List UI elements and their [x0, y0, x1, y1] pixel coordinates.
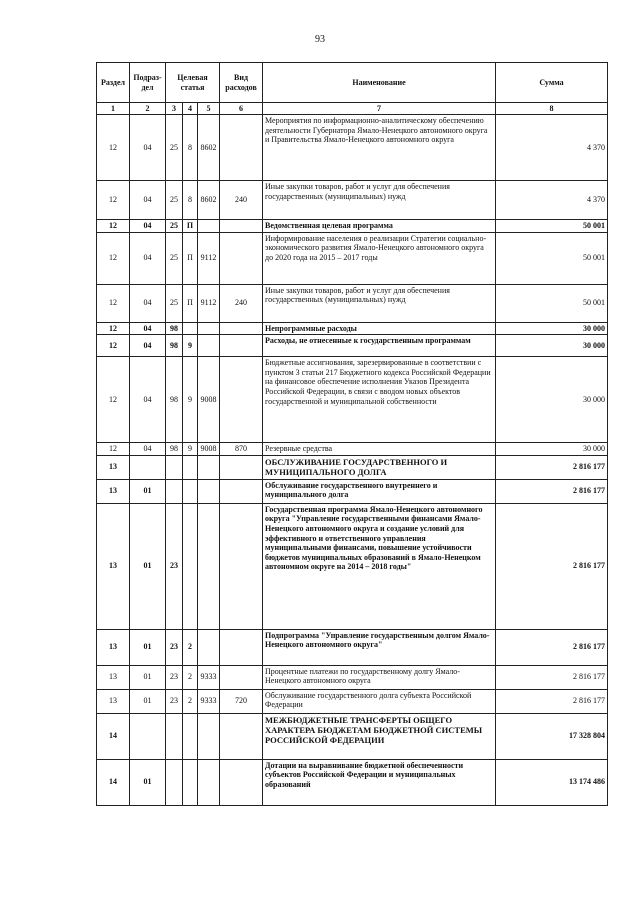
cell-razdel: 12 — [97, 284, 130, 322]
cell-celevaya-3 — [198, 759, 220, 805]
budget-table — [96, 62, 608, 806]
cell-celevaya-1 — [166, 713, 183, 759]
cell-vid — [220, 220, 263, 233]
cell-razdel: 13 — [97, 665, 130, 689]
cell-vid — [220, 455, 263, 479]
cell-razdel: 12 — [97, 232, 130, 284]
cell-celevaya-2 — [183, 713, 198, 759]
cell-celevaya-3: 9008 — [198, 357, 220, 443]
cell-podrazdel: 04 — [130, 115, 166, 181]
cell-celevaya-1: 25 — [166, 181, 183, 220]
cell-naimenovanie: Дотации на выравнивание бюджетной обеспеченности субъектов Российской Федерации и муниципальных образований — [263, 759, 496, 805]
cell-razdel: 12 — [97, 181, 130, 220]
cell-razdel: 12 — [97, 322, 130, 335]
table-row — [97, 629, 608, 665]
table-row — [97, 232, 608, 284]
cell-podrazdel: 04 — [130, 443, 166, 456]
cell-celevaya-2 — [183, 479, 198, 503]
cell-summa: 17 328 804 — [496, 713, 608, 759]
cell-summa: 2 816 177 — [496, 629, 608, 665]
cell-naimenovanie: Государственная программа Ямало-Ненецкого автономного округа "Управление государственными финансами Ямало-Ненецкого автономного округа и создание условий для эффективного и ответственного управления муниципальными финансами, повышение устойчивости бюджетов муниципальных образований в Ямало-Ненецком автономном округе на 2014 – 2018 годы" — [263, 503, 496, 629]
cell-podrazdel: 01 — [130, 689, 166, 713]
column-number: 6 — [220, 103, 263, 115]
cell-celevaya-3: 8602 — [198, 181, 220, 220]
cell-vid — [220, 629, 263, 665]
column-number: 2 — [130, 103, 166, 115]
cell-summa: 50 001 — [496, 232, 608, 284]
cell-summa: 50 001 — [496, 220, 608, 233]
table-row — [97, 689, 608, 713]
cell-summa: 2 816 177 — [496, 455, 608, 479]
cell-celevaya-3: 9333 — [198, 665, 220, 689]
cell-celevaya-1: 25 — [166, 284, 183, 322]
cell-summa: 4 370 — [496, 181, 608, 220]
cell-razdel: 13 — [97, 479, 130, 503]
cell-vid — [220, 503, 263, 629]
cell-celevaya-2: П — [183, 232, 198, 284]
cell-celevaya-2: П — [183, 284, 198, 322]
cell-vid — [220, 713, 263, 759]
cell-celevaya-1: 23 — [166, 689, 183, 713]
cell-naimenovanie: Мероприятия по информационно-аналитическому обеспечению деятельности Губернатора Ямало-Ненецкого автономного округа и Правительства Ямало-Ненецкого автономного округа — [263, 115, 496, 181]
cell-celevaya-2: 9 — [183, 335, 198, 357]
cell-razdel: 12 — [97, 443, 130, 456]
cell-celevaya-1 — [166, 455, 183, 479]
cell-razdel: 12 — [97, 335, 130, 357]
cell-celevaya-1 — [166, 479, 183, 503]
cell-summa: 2 816 177 — [496, 665, 608, 689]
cell-celevaya-3 — [198, 220, 220, 233]
cell-vid — [220, 335, 263, 357]
cell-vid: 240 — [220, 284, 263, 322]
column-number: 3 — [166, 103, 183, 115]
cell-podrazdel: 01 — [130, 503, 166, 629]
cell-vid — [220, 115, 263, 181]
cell-celevaya-1: 25 — [166, 232, 183, 284]
header-summa: Сумма — [496, 63, 608, 103]
cell-celevaya-3 — [198, 322, 220, 335]
cell-vid: 870 — [220, 443, 263, 456]
cell-naimenovanie: Обслуживание государственного долга субъекта Российской Федерации — [263, 689, 496, 713]
cell-naimenovanie: ОБСЛУЖИВАНИЕ ГОСУДАРСТВЕННОГО И МУНИЦИПАЛЬНОГО ДОЛГА — [263, 455, 496, 479]
cell-celevaya-2: 8 — [183, 181, 198, 220]
cell-celevaya-1 — [166, 759, 183, 805]
page-number: 93 — [315, 34, 325, 45]
cell-podrazdel — [130, 455, 166, 479]
table-row — [97, 503, 608, 629]
cell-celevaya-3 — [198, 479, 220, 503]
column-number: 1 — [97, 103, 130, 115]
cell-razdel: 13 — [97, 629, 130, 665]
table-row — [97, 284, 608, 322]
cell-razdel: 12 — [97, 357, 130, 443]
cell-podrazdel: 04 — [130, 335, 166, 357]
cell-celevaya-1: 25 — [166, 220, 183, 233]
cell-vid — [220, 232, 263, 284]
cell-celevaya-2: 2 — [183, 665, 198, 689]
table-row — [97, 357, 608, 443]
cell-celevaya-2: 2 — [183, 629, 198, 665]
header-celevaya-statya: Целевая статья — [166, 63, 220, 103]
cell-celevaya-1: 98 — [166, 322, 183, 335]
cell-celevaya-3 — [198, 503, 220, 629]
cell-summa: 30 000 — [496, 357, 608, 443]
header-razdel: Раздел — [97, 63, 130, 103]
table-header-row — [97, 63, 608, 103]
cell-summa: 2 816 177 — [496, 503, 608, 629]
column-number: 4 — [183, 103, 198, 115]
cell-celevaya-1: 98 — [166, 443, 183, 456]
cell-razdel: 13 — [97, 455, 130, 479]
cell-vid — [220, 357, 263, 443]
header-podrazdel: Подраз-дел — [130, 63, 166, 103]
table-row — [97, 322, 608, 335]
cell-celevaya-2: 8 — [183, 115, 198, 181]
cell-summa: 2 816 177 — [496, 479, 608, 503]
column-number: 8 — [496, 103, 608, 115]
cell-celevaya-2: 9 — [183, 443, 198, 456]
cell-naimenovanie: Подпрограмма "Управление государственным долгом Ямало-Ненецкого автономного округа" — [263, 629, 496, 665]
cell-summa: 30 000 — [496, 322, 608, 335]
cell-celevaya-3: 9112 — [198, 284, 220, 322]
table-row — [97, 455, 608, 479]
table-row — [97, 713, 608, 759]
cell-summa: 2 816 177 — [496, 689, 608, 713]
cell-podrazdel: 01 — [130, 479, 166, 503]
table-row — [97, 443, 608, 456]
table-row — [97, 665, 608, 689]
cell-razdel: 14 — [97, 759, 130, 805]
cell-podrazdel: 01 — [130, 665, 166, 689]
cell-naimenovanie: Резервные средства — [263, 443, 496, 456]
cell-celevaya-1: 98 — [166, 335, 183, 357]
column-number: 7 — [263, 103, 496, 115]
cell-podrazdel: 04 — [130, 181, 166, 220]
header-vid-rashodov: Вид расходов — [220, 63, 263, 103]
cell-naimenovanie: Ведомственная целевая программа — [263, 220, 496, 233]
cell-razdel: 13 — [97, 689, 130, 713]
cell-razdel: 14 — [97, 713, 130, 759]
cell-razdel: 13 — [97, 503, 130, 629]
cell-vid: 720 — [220, 689, 263, 713]
column-number-row — [97, 103, 608, 115]
cell-podrazdel: 04 — [130, 357, 166, 443]
cell-naimenovanie: Непрограммные расходы — [263, 322, 496, 335]
cell-celevaya-2: 9 — [183, 357, 198, 443]
table-row — [97, 181, 608, 220]
cell-celevaya-3: 9333 — [198, 689, 220, 713]
cell-celevaya-2: 2 — [183, 689, 198, 713]
cell-vid — [220, 479, 263, 503]
table-row — [97, 759, 608, 805]
cell-podrazdel: 04 — [130, 322, 166, 335]
table-row — [97, 335, 608, 357]
cell-celevaya-3 — [198, 455, 220, 479]
cell-celevaya-3: 9112 — [198, 232, 220, 284]
cell-vid — [220, 665, 263, 689]
cell-celevaya-1: 25 — [166, 115, 183, 181]
cell-razdel: 12 — [97, 220, 130, 233]
table-row — [97, 220, 608, 233]
cell-celevaya-3 — [198, 713, 220, 759]
cell-podrazdel: 01 — [130, 759, 166, 805]
cell-podrazdel: 04 — [130, 232, 166, 284]
cell-naimenovanie: Иные закупки товаров, работ и услуг для обеспечения государственных (муниципальных) нужд — [263, 284, 496, 322]
cell-vid: 240 — [220, 181, 263, 220]
cell-naimenovanie: МЕЖБЮДЖЕТНЫЕ ТРАНСФЕРТЫ ОБЩЕГО ХАРАКТЕРА БЮДЖЕТАМ БЮДЖЕТНОЙ СИСТЕМЫ РОССИЙСКОЙ ФЕДЕРАЦИИ — [263, 713, 496, 759]
cell-summa: 13 174 486 — [496, 759, 608, 805]
cell-naimenovanie: Бюджетные ассигнования, зарезервированные в соответствии с пунктом 3 статьи 217 Бюджетного кодекса Российской Федерации на финансовое обеспечение исполнения Указов Президента Российской Федерации, в связи с вводом новых объектов государственной и муниципальной собственности — [263, 357, 496, 443]
cell-summa: 30 000 — [496, 335, 608, 357]
cell-naimenovanie: Расходы, не отнесенные к государственным программам — [263, 335, 496, 357]
cell-vid — [220, 759, 263, 805]
cell-celevaya-3 — [198, 335, 220, 357]
header-naimenovanie: Наименование — [263, 63, 496, 103]
cell-celevaya-1: 23 — [166, 665, 183, 689]
cell-summa: 4 370 — [496, 115, 608, 181]
cell-podrazdel — [130, 713, 166, 759]
cell-celevaya-3 — [198, 629, 220, 665]
cell-celevaya-2 — [183, 759, 198, 805]
cell-naimenovanie: Иные закупки товаров, работ и услуг для обеспечения государственных (муниципальных) нужд — [263, 181, 496, 220]
table-row — [97, 115, 608, 181]
cell-celevaya-2: П — [183, 220, 198, 233]
cell-celevaya-2 — [183, 455, 198, 479]
cell-celevaya-2 — [183, 322, 198, 335]
cell-celevaya-1: 98 — [166, 357, 183, 443]
cell-celevaya-1: 23 — [166, 503, 183, 629]
cell-vid — [220, 322, 263, 335]
cell-podrazdel: 01 — [130, 629, 166, 665]
table-row — [97, 479, 608, 503]
cell-summa: 50 001 — [496, 284, 608, 322]
cell-razdel: 12 — [97, 115, 130, 181]
cell-naimenovanie: Обслуживание государственного внутреннего и муниципального долга — [263, 479, 496, 503]
cell-naimenovanie: Процентные платежи по государственному долгу Ямало-Ненецкого автономного округа — [263, 665, 496, 689]
cell-podrazdel: 04 — [130, 284, 166, 322]
cell-celevaya-3: 8602 — [198, 115, 220, 181]
cell-summa: 30 000 — [496, 443, 608, 456]
cell-podrazdel: 04 — [130, 220, 166, 233]
cell-celevaya-1: 23 — [166, 629, 183, 665]
cell-celevaya-3: 9008 — [198, 443, 220, 456]
cell-naimenovanie: Информирование населения о реализации Стратегии социально-экономического развития Ямало-Ненецкого автономного округа до 2020 года на 2015 – 2017 годы — [263, 232, 496, 284]
cell-celevaya-2 — [183, 503, 198, 629]
column-number: 5 — [198, 103, 220, 115]
